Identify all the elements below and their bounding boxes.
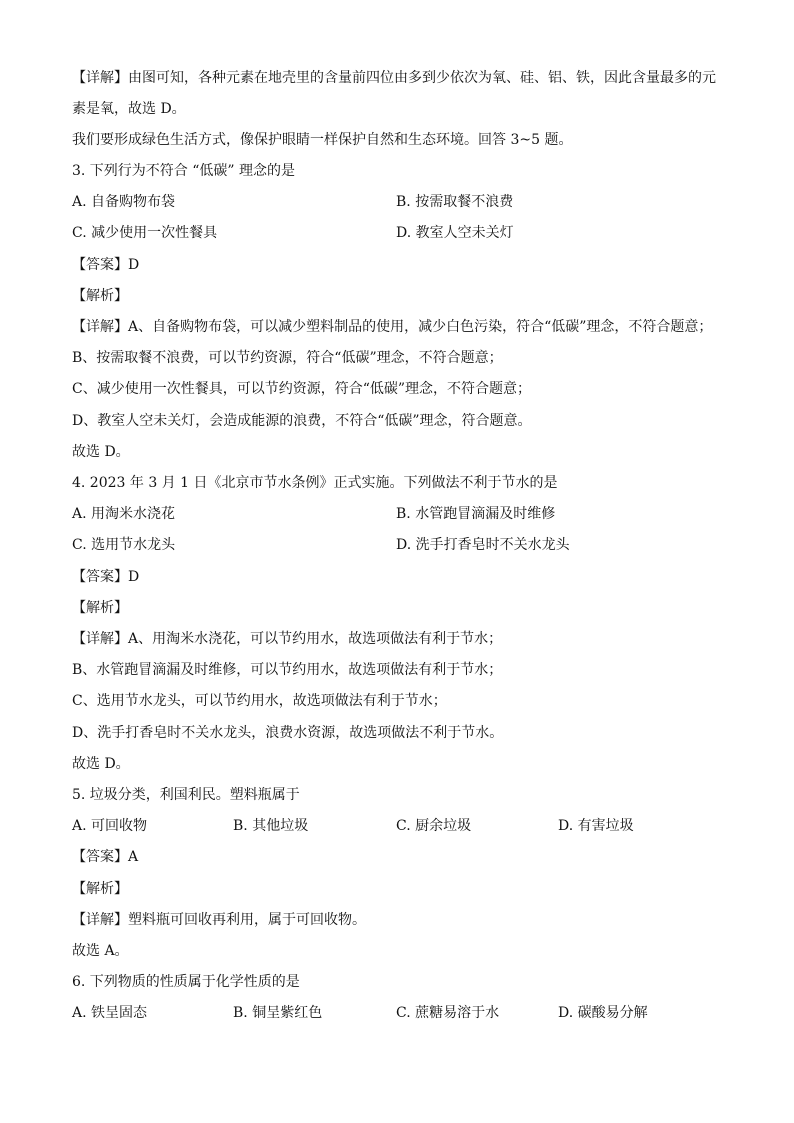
- q5-stem: 5. 垃圾分类，利国利民。塑料瓶属于: [72, 787, 300, 803]
- intro-detail-line2: 素是氧，故选 D。: [72, 101, 186, 117]
- q3-conclusion: 故选 D。: [72, 444, 130, 460]
- detail-tag: 【详解】: [72, 631, 128, 647]
- q3-analysis-tag: 【解析】: [72, 288, 128, 304]
- q4-option-c: C. 选用节水龙头: [72, 537, 176, 553]
- q5-option-c: C. 厨余垃圾: [396, 818, 472, 834]
- q6-option-b: B. 铜呈紫红色: [233, 1005, 323, 1021]
- q5-detail: 【详解】塑料瓶可回收再利用，属于可回收物。: [72, 912, 366, 928]
- q3-detail-a: 【详解】A、自备购物布袋，可以减少塑料制品的使用，减少白色污染，符合“低碳”理念，不符合题意；: [72, 319, 713, 335]
- context-text: 我们要形成绿色生活方式，像保护眼睛一样保护自然和生态环境。回答 3~5 题。: [72, 132, 573, 148]
- answer-tag: 【答案】: [72, 849, 128, 865]
- q6-option-d: D. 碳酸易分解: [558, 1005, 648, 1021]
- q4-option-d: D. 洗手打香皂时不关水龙头: [396, 537, 570, 553]
- q6-stem: 6. 下列物质的性质属于化学性质的是: [72, 974, 300, 990]
- q4-detail-d: D、洗手打香皂时不关水龙头，浪费水资源，故选项做法不利于节水。: [72, 725, 504, 741]
- q4-option-a: A. 用淘米水浇花: [72, 506, 176, 522]
- answer-tag: 【答案】: [72, 569, 128, 585]
- q4-answer: 【答案】D: [72, 569, 140, 585]
- detail-tag: 【详解】: [72, 912, 128, 928]
- q3-answer: 【答案】D: [72, 257, 140, 273]
- q6-option-a: A. 铁呈固态: [72, 1005, 148, 1021]
- q4-stem: 4. 2023 年 3 月 1 日《北京市节水条例》正式实施。下列做法不利于节水的是: [72, 475, 558, 491]
- q3-option-d: D. 教室人空未关灯: [396, 225, 514, 241]
- q5-answer: 【答案】A: [72, 849, 139, 865]
- q3-detail-c: C、减少使用一次性餐具，可以节约资源，符合“低碳”理念，不符合题意；: [72, 381, 532, 397]
- q5-option-a: A. 可回收物: [72, 818, 148, 834]
- q4-detail-c: C、选用节水龙头，可以节约用水，故选项做法有利于节水；: [72, 693, 447, 709]
- q3-option-a: A. 自备购物布袋: [72, 194, 176, 210]
- q3-stem: 3. 下列行为不符合 “低碳” 理念的是: [72, 163, 296, 179]
- q5-conclusion: 故选 A。: [72, 943, 129, 959]
- q3-detail-d: D、教室人空未关灯，会造成能源的浪费，不符合“低碳”理念，符合题意。: [72, 413, 532, 429]
- q4-conclusion: 故选 D。: [72, 756, 130, 772]
- q4-detail-a: 【详解】A、用淘米水浇花，可以节约用水，故选项做法有利于节水；: [72, 631, 503, 647]
- q5-option-d: D. 有害垃圾: [558, 818, 634, 834]
- detail-tag: 【详解】: [72, 70, 128, 86]
- q4-detail-b: B、水管跑冒滴漏及时维修，可以节约用水，故选项做法有利于节水；: [72, 662, 503, 678]
- q3-option-b: B. 按需取餐不浪费: [396, 194, 514, 210]
- q3-option-c: C. 减少使用一次性餐具: [72, 225, 218, 241]
- answer-tag: 【答案】: [72, 257, 128, 273]
- q3-detail-b: B、按需取餐不浪费，可以节约资源，符合“低碳”理念，不符合题意；: [72, 350, 503, 366]
- q4-option-b: B. 水管跑冒滴漏及时维修: [396, 506, 556, 522]
- q5-option-b: B. 其他垃圾: [233, 818, 309, 834]
- q4-analysis-tag: 【解析】: [72, 600, 128, 616]
- detail-tag: 【详解】: [72, 319, 128, 335]
- q5-analysis-tag: 【解析】: [72, 881, 128, 897]
- q6-option-c: C. 蔗糖易溶于水: [396, 1005, 500, 1021]
- intro-detail-line1: 【详解】由图可知，各种元素在地壳里的含量前四位由多到少依次为氧、硅、铝、铁，因此含量最多的元: [72, 70, 716, 86]
